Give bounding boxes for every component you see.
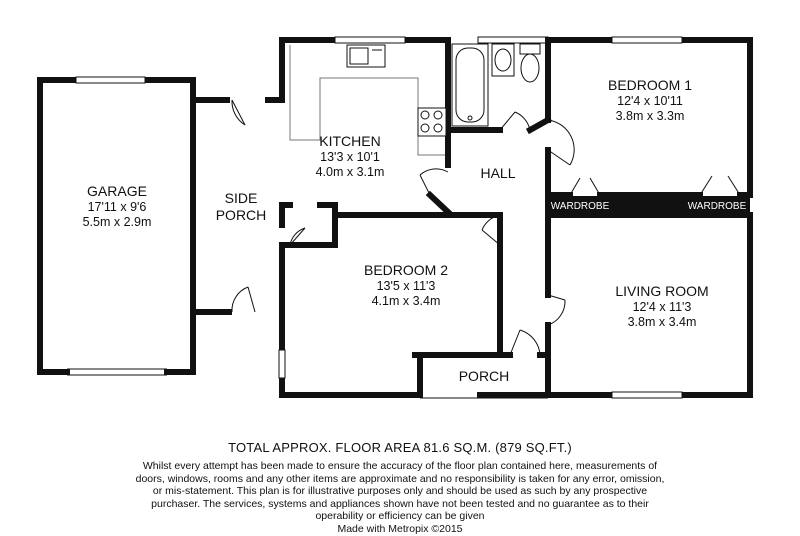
hob-icon [418, 108, 446, 136]
svg-text:BEDROOM 1: BEDROOM 1 [607, 77, 693, 93]
toilet-icon [520, 44, 540, 82]
basin-icon [492, 44, 514, 76]
svg-text:PORCH: PORCH [458, 368, 510, 384]
svg-text:LIVING ROOM: LIVING ROOM [615, 283, 709, 299]
side-porch-label [216, 190, 267, 223]
garage-window [76, 77, 145, 83]
bath-icon [452, 44, 488, 126]
svg-text:17'11 x 9'6: 17'11 x 9'6 [87, 200, 147, 214]
side-porch-walls [193, 100, 282, 312]
svg-text:SIDE: SIDE [224, 190, 258, 206]
svg-text:13'3 x 10'1: 13'3 x 10'1 [320, 150, 380, 164]
svg-text:12'4 x 10'11: 12'4 x 10'11 [617, 94, 683, 108]
porch-label [459, 368, 510, 384]
svg-text:GARAGE: GARAGE [87, 183, 147, 199]
svg-text:PORCH: PORCH [215, 207, 267, 223]
total-floor-area: TOTAL APPROX. FLOOR AREA 81.6 SQ.M. (879 SQ.FT.) [228, 440, 572, 455]
svg-text:4.1m x 3.4m: 4.1m x 3.4m [371, 294, 441, 308]
garage-door [67, 369, 167, 375]
hall-label [480, 165, 515, 181]
wardrobe-divider [612, 192, 685, 218]
kitchen-label [316, 133, 385, 179]
svg-text:13'5 x 11'3: 13'5 x 11'3 [376, 279, 436, 293]
wardrobe-left-label: WARDROBE [550, 201, 610, 212]
made-with-credit: Made with Metropix ©2015 [337, 522, 463, 535]
svg-text:3.8m x 3.3m: 3.8m x 3.3m [615, 109, 685, 123]
kitchen-sink-icon [347, 45, 385, 67]
svg-text:HALL: HALL [480, 165, 516, 181]
svg-text:BEDROOM 2: BEDROOM 2 [363, 262, 449, 278]
wardrobe-right-label: WARDROBE [687, 201, 747, 212]
svg-text:5.5m x 2.9m: 5.5m x 2.9m [82, 215, 152, 229]
svg-text:3.8m x 3.4m: 3.8m x 3.4m [627, 315, 697, 329]
garage-label [83, 183, 152, 229]
svg-text:KITCHEN: KITCHEN [319, 133, 381, 149]
bedroom1-label [608, 77, 692, 123]
living-room-label [615, 283, 708, 329]
disclaimer: Whilst every attempt has been made to ensure the accuracy of the floor plan contained here, measurements of doors, windows, rooms and any other items are approximate and no responsibility is taken for any error, omission, or mis-statement. This plan is for illustrative purposes only and should be used as such by any prospective purchaser. The services, systems and appliances shown have not been tested and no guarantee as to their operability or efficiency can be given [135, 460, 665, 523]
side-porch-door [232, 100, 255, 312]
bedroom2-label [364, 262, 448, 308]
svg-text:4.0m x 3.1m: 4.0m x 3.1m [315, 165, 385, 179]
svg-text:12'4 x 11'3: 12'4 x 11'3 [632, 300, 692, 314]
footer [0, 440, 800, 536]
